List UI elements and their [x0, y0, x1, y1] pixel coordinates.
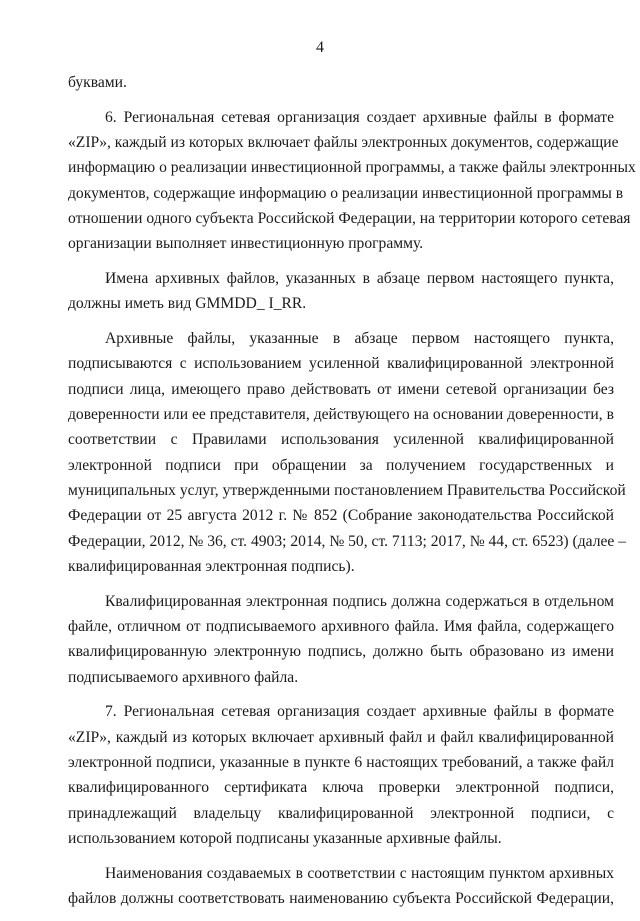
text-line: файлов должны соответствовать наименованию субъекта Российской Федерации,	[68, 889, 614, 907]
paragraph	[68, 589, 614, 690]
text-line: квалифицированную электронную подпись, должно быть образовано из имени	[68, 643, 614, 661]
text-line: организации выполняет инвестиционную программу.	[68, 235, 424, 253]
paragraph	[68, 266, 614, 317]
paragraph	[68, 70, 614, 95]
text-line: подписи лица, имеющего право действовать от имени сетевой организации без	[68, 380, 614, 398]
text-line: файле, отличном от подписываемого архивного файла. Имя файла, содержащего	[68, 617, 614, 635]
text-line: Имена архивных файлов, указанных в абзаце первом настоящего пункта,	[105, 270, 614, 288]
text-line: использованием которой подписаны указанные архивные файлы.	[68, 829, 502, 847]
text-line: Архивные файлы, указанные в абзаце первом настоящего пункта,	[105, 330, 614, 348]
text-line: электронной подписи, указанные в пункте 6 настоящих требований, а также файл	[68, 753, 614, 771]
text-line: квалифицированного сертификата ключа проверки электронной подписи,	[68, 779, 614, 797]
text-line: информацию о реализации инвестиционной программы, а также файлы электронных	[68, 159, 636, 177]
text-line: «ZIP», каждый из которых включает файлы электронных документов, содержащие	[68, 134, 619, 152]
text-line: подписываются с использованием усиленной квалифицированной электронной	[68, 355, 614, 373]
page-number: 4	[316, 39, 324, 56]
text-line: доверенности или ее представителя, действующего на основании доверенности, в	[68, 406, 614, 424]
text-line: Квалифицированная электронная подпись должна содержаться в отдельном	[105, 592, 614, 610]
paragraph	[68, 699, 614, 851]
paragraph	[68, 105, 636, 257]
text-line: отношении одного субъекта Российской Федерации, на территории которого сетевая	[68, 209, 631, 227]
text-line: подписываемого архивного файла.	[68, 668, 299, 686]
text-line: квалифицированная электронная подпись).	[68, 557, 355, 575]
text-line: должны иметь вид GMMDD_ I_RR.	[68, 295, 307, 313]
text-line: Наименования создаваемых в соответствии с настоящим пунктом архивных	[105, 864, 614, 882]
text-line: соответствии с Правилами использования усиленной квалифицированной	[68, 431, 614, 449]
text-line: электронной подписи при обращении за получением государственных и	[68, 456, 614, 474]
document-body	[68, 70, 636, 921]
paragraph	[68, 326, 627, 579]
text-line: Федерации, 2012, № 36, ст. 4903; 2014, № 50, ст. 7113; 2017, № 44, ст. 6523) (далее –	[68, 532, 627, 550]
text-line: 7. Региональная сетевая организация создает архивные файлы в формате	[105, 703, 614, 721]
text-line: Федерации от 25 августа 2012 г. № 852 (Собрание законодательства Российской	[68, 507, 614, 525]
paragraph	[68, 861, 614, 912]
text-line: документов, содержащие информацию о реализации инвестиционной программы в	[68, 184, 624, 202]
text-line: принадлежащий владельцу квалифицированной электронной подписи, с	[68, 804, 614, 822]
text-line: муниципальных услуг, утвержденными постановлением Правительства Российской	[68, 481, 626, 499]
text-line: «ZIP», каждый из которых включает архивный файл и файл квалифицированной	[68, 728, 614, 746]
text-line: буквами.	[68, 74, 127, 91]
text-line: 6. Региональная сетевая организация создает архивные файлы в формате	[105, 108, 614, 126]
